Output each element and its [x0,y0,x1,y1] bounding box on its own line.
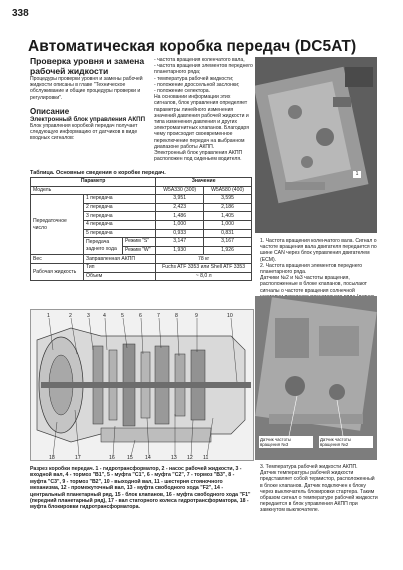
table-cell: 1,000 [156,220,204,229]
diagram-label-bottom: 13 [171,455,177,460]
diagram-label-top: 5 [121,313,124,319]
table-cell: Рабочая жидкость [31,263,84,280]
table-cell: 0,831 [204,229,252,238]
section-text-fluid: Процедуры проверки уровня и замены рабочей жидкости описаны в главе "Техническое обслуживание и общие процедуры проверки и регулировки". [30,76,143,101]
table-cell: 3 передача [84,212,156,221]
signal-item: - температура рабочей жидкости; [154,75,234,82]
table-cell: Fuchs ATF 3353 или Shell ATF 3353 [156,263,252,272]
table-cell: Передача заднего хода [84,238,123,255]
table-cell: 1 передача [84,195,156,204]
table-cell: 4 передача [84,220,156,229]
specs-table [30,177,252,281]
section-heading-description: Описание [30,106,70,116]
table-cell: 1,930 [156,246,204,255]
table-cell: 3,951 [156,195,204,204]
diagram-label-bottom: 18 [49,455,55,460]
table-cell: W5A580 (400) [204,186,252,195]
signal-item: - частота вращения элементов переднего планетарного ряда; [154,63,253,76]
table-cell: 3,595 [204,195,252,204]
middle-column [154,57,254,162]
section-subheading-ecu: Электронный блок управления АКПП [30,115,146,123]
diagram-label-top: 9 [195,313,198,319]
table-cell: 2,186 [204,203,252,212]
diagram-label-top: 10 [227,313,233,319]
diagram-label-top: 8 [175,313,178,319]
table-header-param: Параметр [31,178,156,187]
table-cell: Модель [31,186,156,195]
sensor2-label: Датчик частоты вращения №2 [319,436,373,448]
table-cell: Режим "S" [123,238,156,247]
table-cell: 1,926 [204,246,252,255]
table-cell: 1,405 [204,212,252,221]
table-cell: 0,933 [156,229,204,238]
diagram-label-top: 6 [139,313,142,319]
table-header-value: Значение [156,178,252,187]
diagram-label-top: 3 [87,313,90,319]
valve-body-photo [255,57,377,233]
diagram-label-bottom: 16 [109,455,115,460]
diagram-label-top: 1 [47,313,50,319]
page-title: Автоматическая коробка передач (DC5AT) [28,38,357,55]
page-number: 338 [12,8,29,19]
table-cell: Передаточное число [31,195,84,255]
table-cell: 2 передача [84,203,156,212]
diagram-caption: Разрез коробки передач. 1 - гидротрансформатор, 2 - насос рабочей жидкости, 3 - входной вал, 4 - тормоз "B1", 5 - муфта "C1", 6 - муфта "C2", 7 - тормоз "B3", 8 - муфта "C3", 9 - тормоз "B2", 10 - выходной вал, 11 - шестерня стояночного механизма, 12 - промежуточный вал, 13 - муфта свободного хода "F2", 14 - центральный планетарный ряд, 15 - блок клапанов, 16 - муфта свободного хода "F1" (передний планетарный ряд), 17 - вал статорного колеса гидротрансформатора, 18 - муфта блокировки гидротрансформатора. [30,466,251,511]
table-cell: Заправленная АКПП [84,255,156,264]
table-caption: Таблица. Основные сведения о коробке передач. [30,170,166,176]
table-cell: 3,147 [156,238,204,247]
table-cell: W5A330 (300) [156,186,204,195]
diagram-label-bottom: 15 [127,455,133,460]
transmission-cutaway-diagram [30,309,254,461]
diagram-label-bottom: 12 [187,455,193,460]
photo1-caption: 1. Частота вращения коленчатого вала. Сигнал о частоте вращения вала двигателя передается по шине CAN через блок управления двигателем (ECM). 2. Частота вращения элементов переднего планетарного ряда. Датчики №2 и №3 частоты вращения, расположенные в блоке клапанов, посылают сигналы о частоте вращения солнечной [260,238,377,294]
left-column [30,57,150,141]
signal-item: - положение селектора. [154,88,211,95]
body-paragraph: Электронный блок управления АКПП расположен под сиденьем водителя. [154,150,243,163]
sensor3-label: Датчик частоты вращения №3 [259,436,313,448]
photo-callout-1: 1 [353,171,361,178]
diagram-label-top: 2 [69,313,72,319]
table-cell: 1,486 [156,212,204,221]
diagram-label-top: 4 [103,313,106,319]
table-cell: Режим "W" [123,246,156,255]
body-paragraph: На основании информации этих сигналов, блок управления определяет параметры линейного изменения значений давления рабочей жидкости и типа изменения давления и других электромагнитных клапанов. Благодаря чему происходит своевременное переключение передач на выбранном диапазоне работы АКПП. [154,94,249,150]
table-cell: 2,423 [156,203,204,212]
photo2-caption: 3. Температура рабочей жидкости АКПП. Датчик температуры рабочей жидкости представляет собой термистор, расположенный в блоке клапанов. Датчик подключен к блоку через выключатель блокировки стартера. Таким образом сигнал о температуре рабочей жидкости передается в блок управления АКПП при замкнутом выключателе. [260,464,378,514]
table-cell: 1,000 [204,220,252,229]
diagram-label-bottom: 17 [75,455,81,460]
table-cell: ~ 8,0 л [156,272,252,281]
table-cell: 78 кг [156,255,252,264]
signal-item: - положение дроссельной заслонки; [154,81,240,88]
table-cell: Тип [84,263,156,272]
diagram-label-bottom: 14 [145,455,151,460]
section-text-ecu: Блок управления коробкой передач получает следующую информацию от датчиков в виде входных сигналов: [30,122,138,142]
table-cell: 3,167 [204,238,252,247]
diagram-label-bottom: 11 [203,455,209,460]
section-heading-fluid: Проверка уровня и замена рабочей жидкости [30,56,145,76]
speed-sensors-photo [255,296,377,460]
table-cell: Объем [84,272,156,281]
diagram-label-top: 7 [157,313,160,319]
signal-item: - частота вращения коленчатого вала, [154,57,245,63]
table-cell: 5 передача [84,229,156,238]
table-cell: Вес [31,255,84,264]
